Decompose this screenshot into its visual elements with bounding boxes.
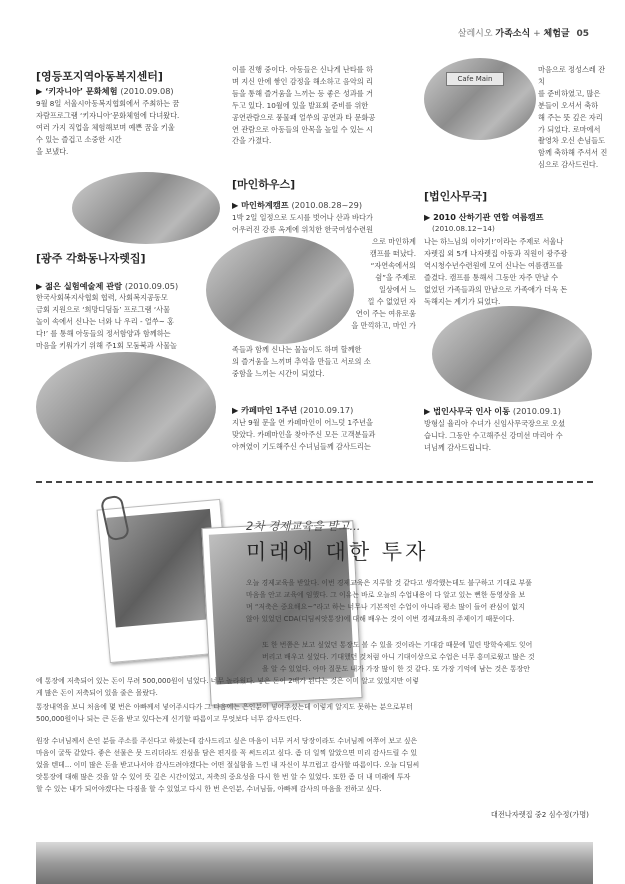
- article-body-cafe-anniversary: 지난 9월 문을 연 카페마인이 어느덧 1주년을 맞았다. 카페마인을 찾아주신 모든 고객분들과 아껴였이 기도해주신 수녀님들께 감사드리는: [232, 418, 376, 451]
- article-body-kidzania: 9월 8일 서울시아동복지협회에서 주최하는 꿈 자람프로그램 ‘키자니아’문화체험에 다녀왔다. 여러 가지 직업을 체험해보며 예쁜 꿈을 키울 수 있는 즐겁고 소중한 시간 을 보냈다.: [36, 99, 180, 156]
- plus-sign: +: [533, 29, 541, 39]
- essay-paragraph-3: 통장내역을 보니 처음에 몇 번은 아빠께서 넣어주시다가 그 다음에는 은인분이 넣어주셨는데 이렇게 알지도 못하는 분으로부터 500,000원이나 되는 큰 돈을 받고 있다는게 신기할 따름이고 무엇보다 너무 감사드린다.: [36, 703, 413, 723]
- section-heading-mine-house: [마인하우스]: [232, 178, 296, 191]
- magazine-name: 살레시오: [457, 29, 493, 39]
- kidzania-photo: [72, 172, 220, 244]
- essay-paragraph-2: 또 한 번쯤은 보고 싶었던 통장도 볼 수 있을 것이라는 기대감 때문에 밀린 방학숙제도 잊어 버리고 배우고 싶었다. 기대했던 것처럼 아니 기대이상으로 수업은 너무 흥미로웠고 많은 것 을 알 수 있었다. 아마 질문도 내가 가장 많이 한 것 같다. 또 가장 기억에 남는 것은 통장안: [262, 641, 535, 673]
- section-heading-gwangju: [광주 각화동나자렛집]: [36, 252, 146, 265]
- page-number: 05: [576, 29, 589, 39]
- bottom-photo-strip: [36, 842, 593, 884]
- article-title-cafe-anniversary: ▶ 카페마인 1주년 (2010.09.17): [232, 405, 354, 415]
- section-name: 가족소식: [495, 29, 531, 39]
- essay-paragraph-2-continued: 에 통장에 저축되어 있는 돈이 무려 500,000원이 넘었다. 너무 놀라웠다. 넣은 돈이 2배가 된다는 것은 이미 알고 있었지만 이렇 게 많은 돈이 저축되어 있을 줄은 몰랐다.: [36, 677, 419, 697]
- article-title-art-festival: ▶ 젊은 실험예술제 관람 (2010.09.05): [36, 281, 179, 291]
- article-body-cafe-continued: 마음으로 정성스레 잔치 를 준비하였고, 많은 분들이 오셔서 축하 해 주는 뜻 깊은 자리 가 되었다. 로마에서 촬영차 오신 손님들도 함께 축하해 주셔서 진 심으로 감사드린다.: [538, 65, 608, 170]
- page-header: [458, 26, 589, 39]
- section-heading-foundation-office: [법인사무국]: [424, 190, 488, 203]
- article-date-joint-camp: (2010.08.12~14): [432, 224, 495, 233]
- article-title-summer-camp: ▶ 마인하계캠프 (2010.08.28~29): [232, 200, 363, 210]
- cafe-photo: [424, 58, 536, 140]
- section-divider: [36, 481, 593, 483]
- article-title: 미래에 대한 투자: [246, 540, 429, 564]
- article-title-joint-camp: ▶ 2010 산하기관 연합 여름캠프: [424, 212, 544, 222]
- joint-camp-photo: [432, 306, 592, 402]
- article-body-summer-camp-tail: 족들과 함께 신나는 물놀이도 하며 할께한 의 즐거움을 느끼며 추억을 만들고 서로의 소 중함을 느끼는 시간이 되었다.: [232, 345, 371, 378]
- cafe-sign: Cafe Main: [446, 72, 504, 86]
- art-festival-photo: [36, 352, 216, 462]
- article-body-summer-camp-wrap: 으로 마인하계 캠프를 떠났다. “자연속에서의 쉼”을 주제로 일상에서 느 낄 수 없었던 자: [367, 237, 416, 306]
- article-subtitle: 2차 경제교육을 받고...: [246, 519, 361, 533]
- section-heading-yeongdeungpo: [영등포지역아동복지센터]: [36, 70, 163, 83]
- article-body-summer-camp-wrap-2: 연이 주는 여유로움 을 만끽하고, 마인 가: [351, 309, 416, 330]
- section-name-2: 체험글: [543, 29, 570, 39]
- article-body-joint-camp: 나는 하느님의 이야기!’이라는 주제로 서울나 자렛집 외 5개 나자렛집 아동과 직원이 광주광 역시청수년수련원에 모여 신나는 여름캠프를 즐겼다. 캠프를 통해서 그동안 자주 만날 수 없었던 가족들과의 만남으로 가족애가 더욱 돈 독해지는 계기가 되었다.: [424, 237, 568, 306]
- article-title-personnel-change: ▶ 법인사무국 인사 이동 (2010.09.1): [424, 406, 561, 416]
- article-body-art-festival: 한국사회복지사협회 협력, 사회복지공동모 금회 지원으로 ‘희망디딤돌’ 프로그램 ‘사물 놀이 속에서 신나는 너와 나 우리 - 얼쑤~ 홍 다!’ 를 통해 아동들의 정서함양과 함께하는 마음을 키워가기 위해 주1회 모둠북과 사물놀: [36, 293, 177, 350]
- essay-byline: 대전나자렛집 중2 심수정(가명): [490, 810, 589, 819]
- article-body-summer-camp: 1박 2일 일정으로 도시를 벗어나 산과 바다가 어우러진 강릉 옥계에 위치한 한국여성수련원: [232, 213, 374, 234]
- article-title-kidzania: ▶ ‘키자니아’ 문화체험 (2010.09.08): [36, 86, 174, 96]
- article-body-personnel-change: 방형실 율리아 수녀가 신임사무국장으로 오셨 습니다. 그동안 수고해주신 강미선 마리아 수 녀님께 감사드립니다.: [424, 419, 566, 452]
- article-body-continued: 이를 진행 중이다. 아동들은 신나게 난타를 하 며 지신 안에 쌓인 감정을 해소하고 음악의 리 듬을 통해 즐거움을 느끼는 등 좋은 성과를 거 두고 있다. 10월에 있을 발표회 준비를 위한 공연관람으로 풍물패 얼쑤의 공연과 타 문화공 연 관람으로 아동들의 안목을 높일 수 있는 시 간을 가졌다.: [232, 65, 376, 146]
- essay-paragraph-1: 오늘 경제교육을 받았다. 이번 경제교육은 지루할 것 같다고 생각했는데도 불구하고 기대로 부풀 마음을 안고 교육에 임했다. 그 이유는 바로 오늘의 수업내용이 다 알고 있는 뻔한 동영상을 보 며 “저축은 중요해요~”라고 하는 너무나 기본적인 수업이 아니라 평소 많이 들어 관심이 없지 않아 있었던 CDA(디딤씨앗통장)에 대해 배우는 것이 이번 경제교육의 주제이기 때문이다.: [246, 579, 532, 623]
- essay-paragraph-4: 원장 수녀님께서 은인 분들 주소를 주신다고 하셨는데 감사드리고 싶은 마음이 너무 커서 당장이라도 수녀님께 여쭈어 보고 싶은 마음이 굴뚝 같았다. 좋은 선물은 못 드리더라도 진심을 담은 편지를 꼭 써드리고 싶다. 좀 더 일찍 알았으면 미리 감사드릴 수 있 었을 텐데... 이미 많은 돈을 받고나서야 감사드려야겠다는 어떤 절실함을 느낀 내 자신이 부끄럽고 감사할 따름이다. 오늘 디딤씨 앗통장에 대해 많은 것을 알 수 있어 뜻 깊은 시간이었고, 저축의 중요성을 다시 한 번 알 수 있었다. 또한 좀 더 내 미래에 투자 할 수 있는 내가 되어야겠다는 다짐을 할 수 있었고 다시 한 번 은인분, 수녀님들, 아빠께 감사의 마음을 전하고 싶다.: [36, 737, 420, 793]
